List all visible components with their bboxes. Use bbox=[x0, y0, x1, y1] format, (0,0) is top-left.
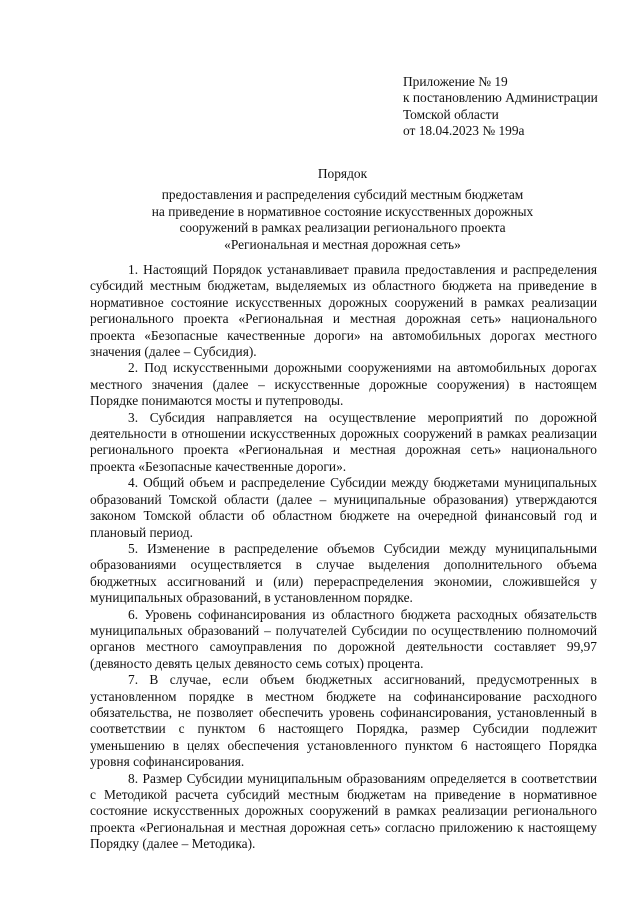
appendix-number: Приложение № 19 bbox=[403, 74, 508, 89]
paragraph-3: 3. Субсидия направляется на осуществление мероприятий по дорожной деятельности в отношении искусственных дорожных сооружений в рамках реализации регионального проекта «Региональная и местная дорожная сеть» национального проекта «Безопасные качественные дороги». bbox=[90, 409, 597, 474]
appendix-region: Томской области bbox=[403, 106, 499, 122]
title-main: Порядок bbox=[317, 166, 368, 181]
paragraph-7: 7. В случае, если объем бюджетных ассигнований, предусмотренных в установленном порядке в местном бюджете на софинансирование расходного обязательства, не позволяет обеспечить уровень софинансирования, установленный в соответствии с пунктом 6 настоящего Порядка, размер Субсидии подлежит уменьшению в целях обеспечения установленного пунктом 6 настоящего Порядка уровня софинансирования. bbox=[90, 672, 597, 770]
paragraph-4: 4. Общий объем и распределение Субсидии между бюджетами муниципальных образований Томской области (далее – муниципальные образования) утверждаются законом Томской области об областном бюджете на очередной финансовый год и плановый период. bbox=[90, 475, 597, 540]
appendix-resolution-ref: к постановлению Администрации bbox=[403, 90, 598, 106]
paragraph-2: 2. Под искусственными дорожными сооружениями на автомобильных дорогах местного значения (далее – искусственные дорожные сооружения) в настоящем Порядке понимаются мосты и путепроводы. bbox=[90, 360, 597, 409]
appendix-header bbox=[403, 74, 633, 140]
title-line: предоставления и распределения субсидий местным бюджетам bbox=[161, 187, 524, 203]
document-title bbox=[90, 166, 595, 253]
paragraph-5: 5. Изменение в распределение объемов Субсидии между муниципальными образованиями осуществляется в случае выделения дополнительного объема бюджетных ассигнований и (или) перераспределения экономии, сложившейся у муниципальных образований, в установленном порядке. bbox=[90, 540, 597, 606]
paragraph-1: 1. Настоящий Порядок устанавливает правила предоставления и распределения субсидий местным бюджетам, выделяемых из областного бюджета на приведение в нормативное состояние искусственных дорожных сооружений в рамках реализации регионального проекта «Региональная и местная дорожная сеть» национального проекта «Безопасные качественные дороги» на автомобильных дорогах местного значения (далее – Субсидия). bbox=[90, 262, 597, 360]
title-line: «Региональная и местная дорожная сеть» bbox=[224, 236, 461, 252]
appendix-date: от 18.04.2023 № 199а bbox=[403, 123, 525, 139]
title-line: сооружений в рамках реализации регионального проекта bbox=[179, 220, 506, 236]
paragraph-6: 6. Уровень софинансирования из областного бюджета расходных обязательств муниципальных образований – получателей Субсидии по осуществлению полномочий органов местного самоуправления по дорожной деятельности составляет 99,97 (девяносто девять целых девяносто семь сотых) процента. bbox=[90, 606, 597, 671]
document-body bbox=[90, 262, 597, 853]
title-line: на приведение в нормативное состояние искусственных дорожных bbox=[151, 203, 534, 219]
paragraph-8: 8. Размер Субсидии муниципальным образованиям определяется в соответствии с Методикой расчета субсидий местным бюджетам на приведение в нормативное состояние искусственных дорожных сооружений в рамках реализации регионального проекта «Региональная и местная дорожная сеть» согласно приложению к настоящему Порядку (далее – Методика). bbox=[90, 770, 597, 852]
